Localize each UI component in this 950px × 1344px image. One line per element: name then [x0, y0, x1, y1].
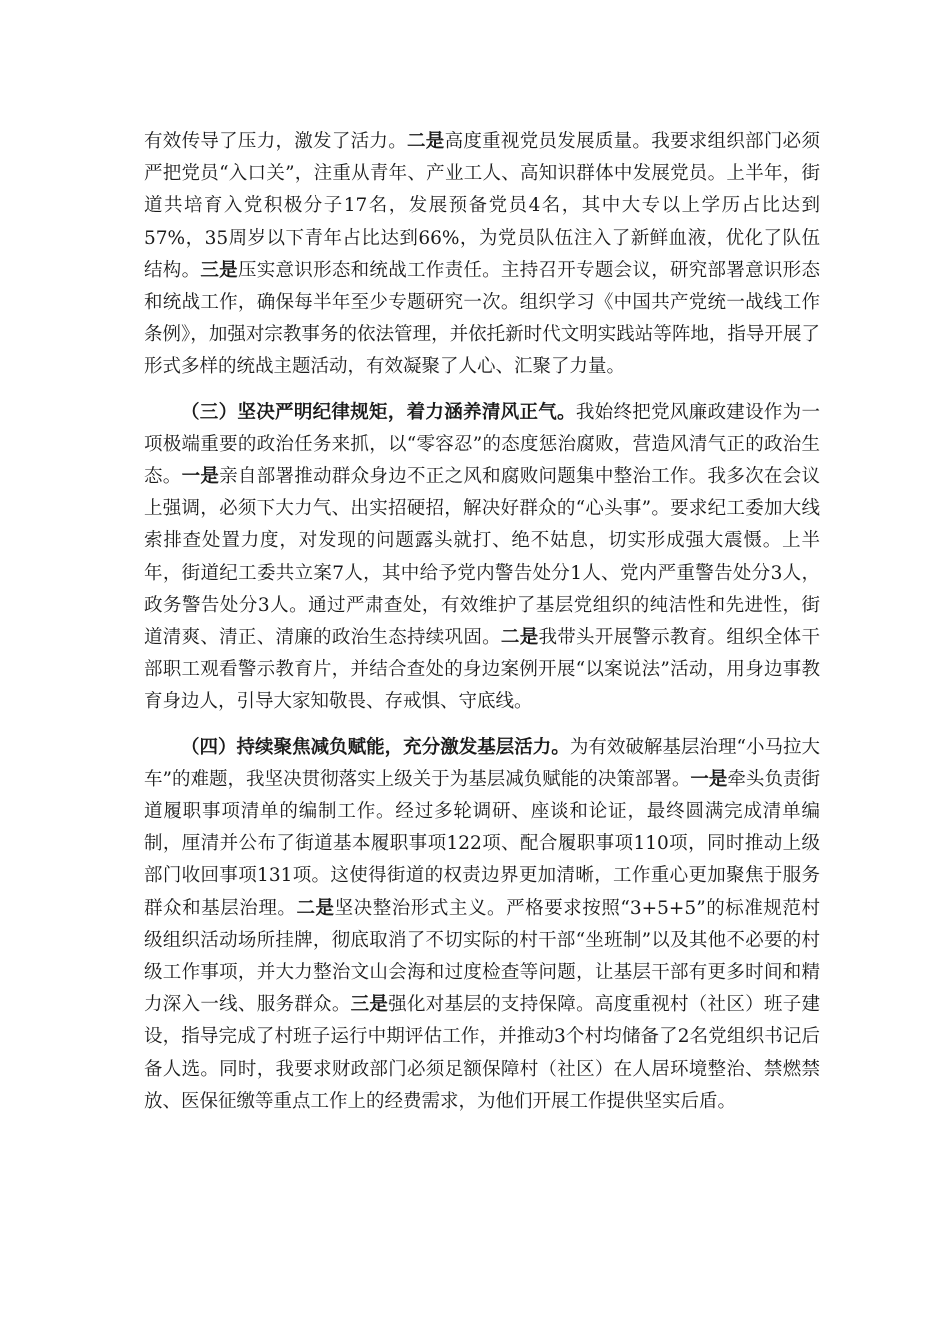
paragraph-3-marker-yi: 一是	[690, 768, 728, 790]
paragraph-1-text: 压实意识形态和统战工作责任。主持召开专题会议，研究部署意识形态和统战工作，确保每半年至少专题研究一次。组织学习《中国共产党统一战线工作条例》，加强对宗教事务的依法管理，并依托新时代文明实践站等阵地，指导开展了形式多样的统战主题活动，有效凝聚了人心、汇聚了力量。	[144, 259, 820, 378]
paragraph-1-marker-er: 二是	[406, 131, 445, 152]
paragraph-2	[144, 397, 820, 719]
paragraph-3-marker-er: 二是	[296, 897, 335, 919]
paragraph-3	[144, 732, 820, 1118]
paragraph-2-text: 我始终把党风廉政建设作为一项极端重要的政治任务来抓，以“零容忍”的态度惩治腐败，营造风清气正的政治生态。	[144, 401, 820, 488]
paragraph-3-text: 坚决整治形式主义。严格要求按照“3+5+5”的标准规范村级组织活动场所挂牌，彻底取消了不切实际的村干部“坐班制”以及其他不必要的村级工作事项，并大力整治文山会海和过度检查等问题，让基层干部有更多时间和精力深入一线、服务群众。	[144, 897, 820, 1016]
paragraph-2-marker-er: 二是	[500, 627, 539, 649]
paragraph-1-marker-san: 三是	[200, 259, 238, 281]
paragraph-2-text: 亲自部署推动群众身边不正之风和腐败问题集中整治工作。我多次在会议上强调，必须下大力气、出实招硬招，解决好群众的“心头事”。要求纪工委加大线索排查处置力度，对发现的问题露头就打、绝不姑息，切实形成强大震慑。上半年，街道纪工委共立案7人，其中给予党内警告处分1人、党内严重警告处分3人，政务警告处分3人。通过严肃查处，有效维护了基层党组织的纯洁性和先进性，街道清爽、清正、清廉的政治生态持续巩固。	[144, 466, 820, 649]
paragraph-3-text: 为有效破解基层治理“小马拉大车”的难题，我坚决贯彻落实上级关于为基层减负赋能的决策部署。	[144, 736, 820, 790]
section-heading-4: （四）持续聚焦减负赋能，充分激发基层活力。	[181, 736, 570, 758]
paragraph-3-marker-san: 三是	[350, 994, 389, 1016]
paragraph-3-text: 牵头负责街道履职事项清单的编制工作。经过多轮调研、座谈和论证，最终圆满完成清单编制，厘清并公布了街道基本履职事项122项、配合履职事项110项，同时推动上级部门收回事项131项。这使得街道的权责边界更加清晰，工作重心更加聚焦于服务群众和基层治理。	[144, 768, 820, 919]
section-heading-3: （三）坚决严明纪律规矩，着力涵养清风正气。	[181, 401, 576, 423]
paragraph-2-text: 我带头开展警示教育。组织全体干部职工观看警示教育片，并结合查处的身边案例开展“以案说法”活动，用身边事教育身边人，引导大家知敬畏、存戒惧、守底线。	[144, 627, 820, 713]
paragraph-2-marker-yi: 一是	[181, 466, 220, 488]
document-page	[144, 126, 820, 1131]
paragraph-1	[144, 126, 820, 384]
paragraph-3-text: 强化对基层的支持保障。高度重视村（社区）班子建设，指导完成了村班子运行中期评估工作，并推动3个村均储备了2名党组织书记后备人选。同时，我要求财政部门必须足额保障村（社区）在人居环境整治、禁燃禁放、医保征缴等重点工作上的经费需求，为他们开展工作提供坚实后盾。	[144, 994, 820, 1112]
paragraph-1-text: 有效传导了压力，激发了活力。	[144, 131, 407, 152]
paragraph-1-text: 高度重视党员发展质量。我要求组织部门必须严把党员“入口关”，注重从青年、产业工人、高知识群体中发展党员。上半年，街道共培育入党积极分子17名，发展预备党员4名，其中大专以上学历占比达到57%，35周岁以下青年占比达到66%，为党员队伍注入了新鲜血液，优化了队伍结构。	[144, 131, 820, 281]
